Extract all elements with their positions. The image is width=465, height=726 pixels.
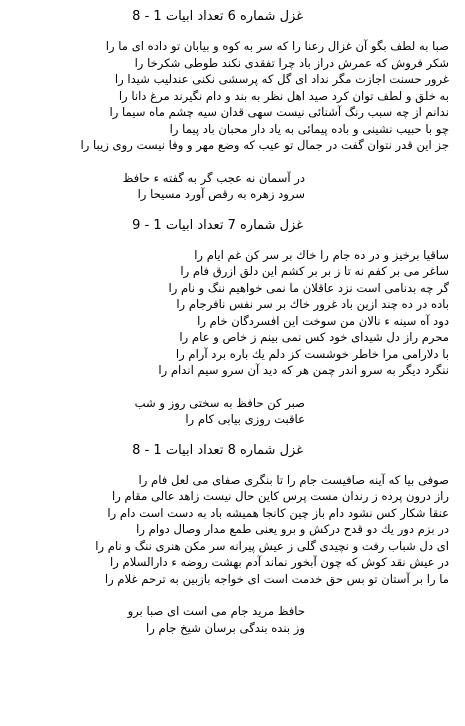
verse-line: صبا به لطف بگو آن غزال رعنا را که سر به کوه و بیابان تو داده ای ما را (105, 39, 449, 53)
verse-line: جز این قدر نتوان گفت در جمال تو عیب که وضع مهر و وفا نیست روی زیبا را (80, 138, 449, 152)
verse-line: ای دل شباب رفت و نچیدی گلی ز عیش پیرانه سر مكن هنری ننگ و نام را (95, 538, 449, 553)
verse-line: محرم راز دل شیدای خود كس نمی بینم ز خاص و عام را (179, 330, 449, 344)
closing-couplet (12, 395, 453, 428)
closing-couplet (12, 170, 453, 203)
verse-line: چو با حبیب نشینی و باده پیمائی به یاد دار محبان باد پیما را (169, 121, 449, 136)
verse-line: دود آه سینه ء نالان من سوخت این افسردگان خام را (197, 313, 449, 328)
verse-list (12, 38, 453, 154)
ghazal-8 (12, 442, 453, 637)
verse-line: به خلق و لطف توان کرد صید اهل نظر به بند و دام نگیرند مرغ دانا را (118, 88, 449, 103)
verse-line: ندانم از چه سبب رنگ آشنائی نیست سهی قدان سیه چشم ماه سیما را (109, 105, 449, 119)
closing-line: صبر كن حافظ به سختی روز و شب (134, 395, 305, 410)
verse-line: ساقیا برخیز و در ده جام را خاك بر سر كن غم ایام را (194, 247, 449, 262)
verse-line: باده در ده چند ازین باد غرور خاك بر سر نفس نافرجام را (176, 297, 449, 311)
verse-list (12, 247, 453, 379)
verse-line: در عیش نقد كوش كه چون آبخور نماند آدم بهشت روضه ء دارالسلام را (110, 555, 449, 569)
ghazal-title: غزل شماره 7 تعداد ابیات 1 - 9 (132, 217, 303, 233)
closing-line: در آسمان نه عجب گر به گفته ء حافظ (122, 170, 305, 185)
closing-couplet (12, 603, 453, 636)
verse-line: راز درون پرده ز رندان مست پرس كاین حال نیست زاهد عالی مقام را (112, 489, 449, 503)
verse-line: ننگرد دیگر به سرو اندر چمن هر كه دید آن سرو سیم اندام را (158, 363, 449, 377)
ghazal-7 (12, 217, 453, 428)
verse-line: گر چه بدنامی است نزد عاقلان ما نمی خواهیم ننگ و نام را (168, 280, 449, 295)
verse-line: با دلارامی مرا خاطر خوشست كز دلم یك باره برد آرام را (175, 346, 449, 361)
closing-line: سرود زهره به رقص آورد مسیحا را (137, 187, 305, 201)
verse-line: در بزم دور یك دو قدح دركش و برو یعنی طمع مدار وصال دوام را (136, 522, 449, 536)
verse-line: عنقا شكار كس نشود دام باز چین كانجا همیشه باد به دست است دام را (107, 505, 449, 520)
verse-line: غرور حسنت اجازت مگر نداد ای گل که پرسشی نکنی عندلیب شیدا را (114, 72, 449, 86)
verse-list (12, 472, 453, 588)
verse-line: شکر فروش که عمرش دراز باد چرا تفقدی نکند طوطی شکرخا را (134, 55, 449, 70)
closing-line: وز بنده بندگی برسان شیخ جام را (146, 620, 305, 635)
ghazal-6 (12, 8, 453, 203)
ghazal-title: غزل شماره 6 تعداد ابیات 1 - 8 (132, 9, 303, 24)
ghazal-title: غزل شماره 8 تعداد ابیات 1 - 8 (132, 442, 303, 458)
verse-line: صوفی بیا كه آینه صافیست جام را تا بنگری صفای می لعل فام را (138, 472, 449, 487)
verse-line: ساغر می بر كفم نه تا ز بر بر كشم این دلق ازرق فام را (180, 264, 449, 278)
closing-line: حافظ مرید جام می است ای صبا برو (127, 604, 305, 618)
closing-line: عاقبت روزی بیابی كام را (185, 412, 305, 426)
verse-line: ما را بر آستان تو بس حق خدمت است ای خواجه بازبین به ترحم غلام را (104, 571, 449, 586)
